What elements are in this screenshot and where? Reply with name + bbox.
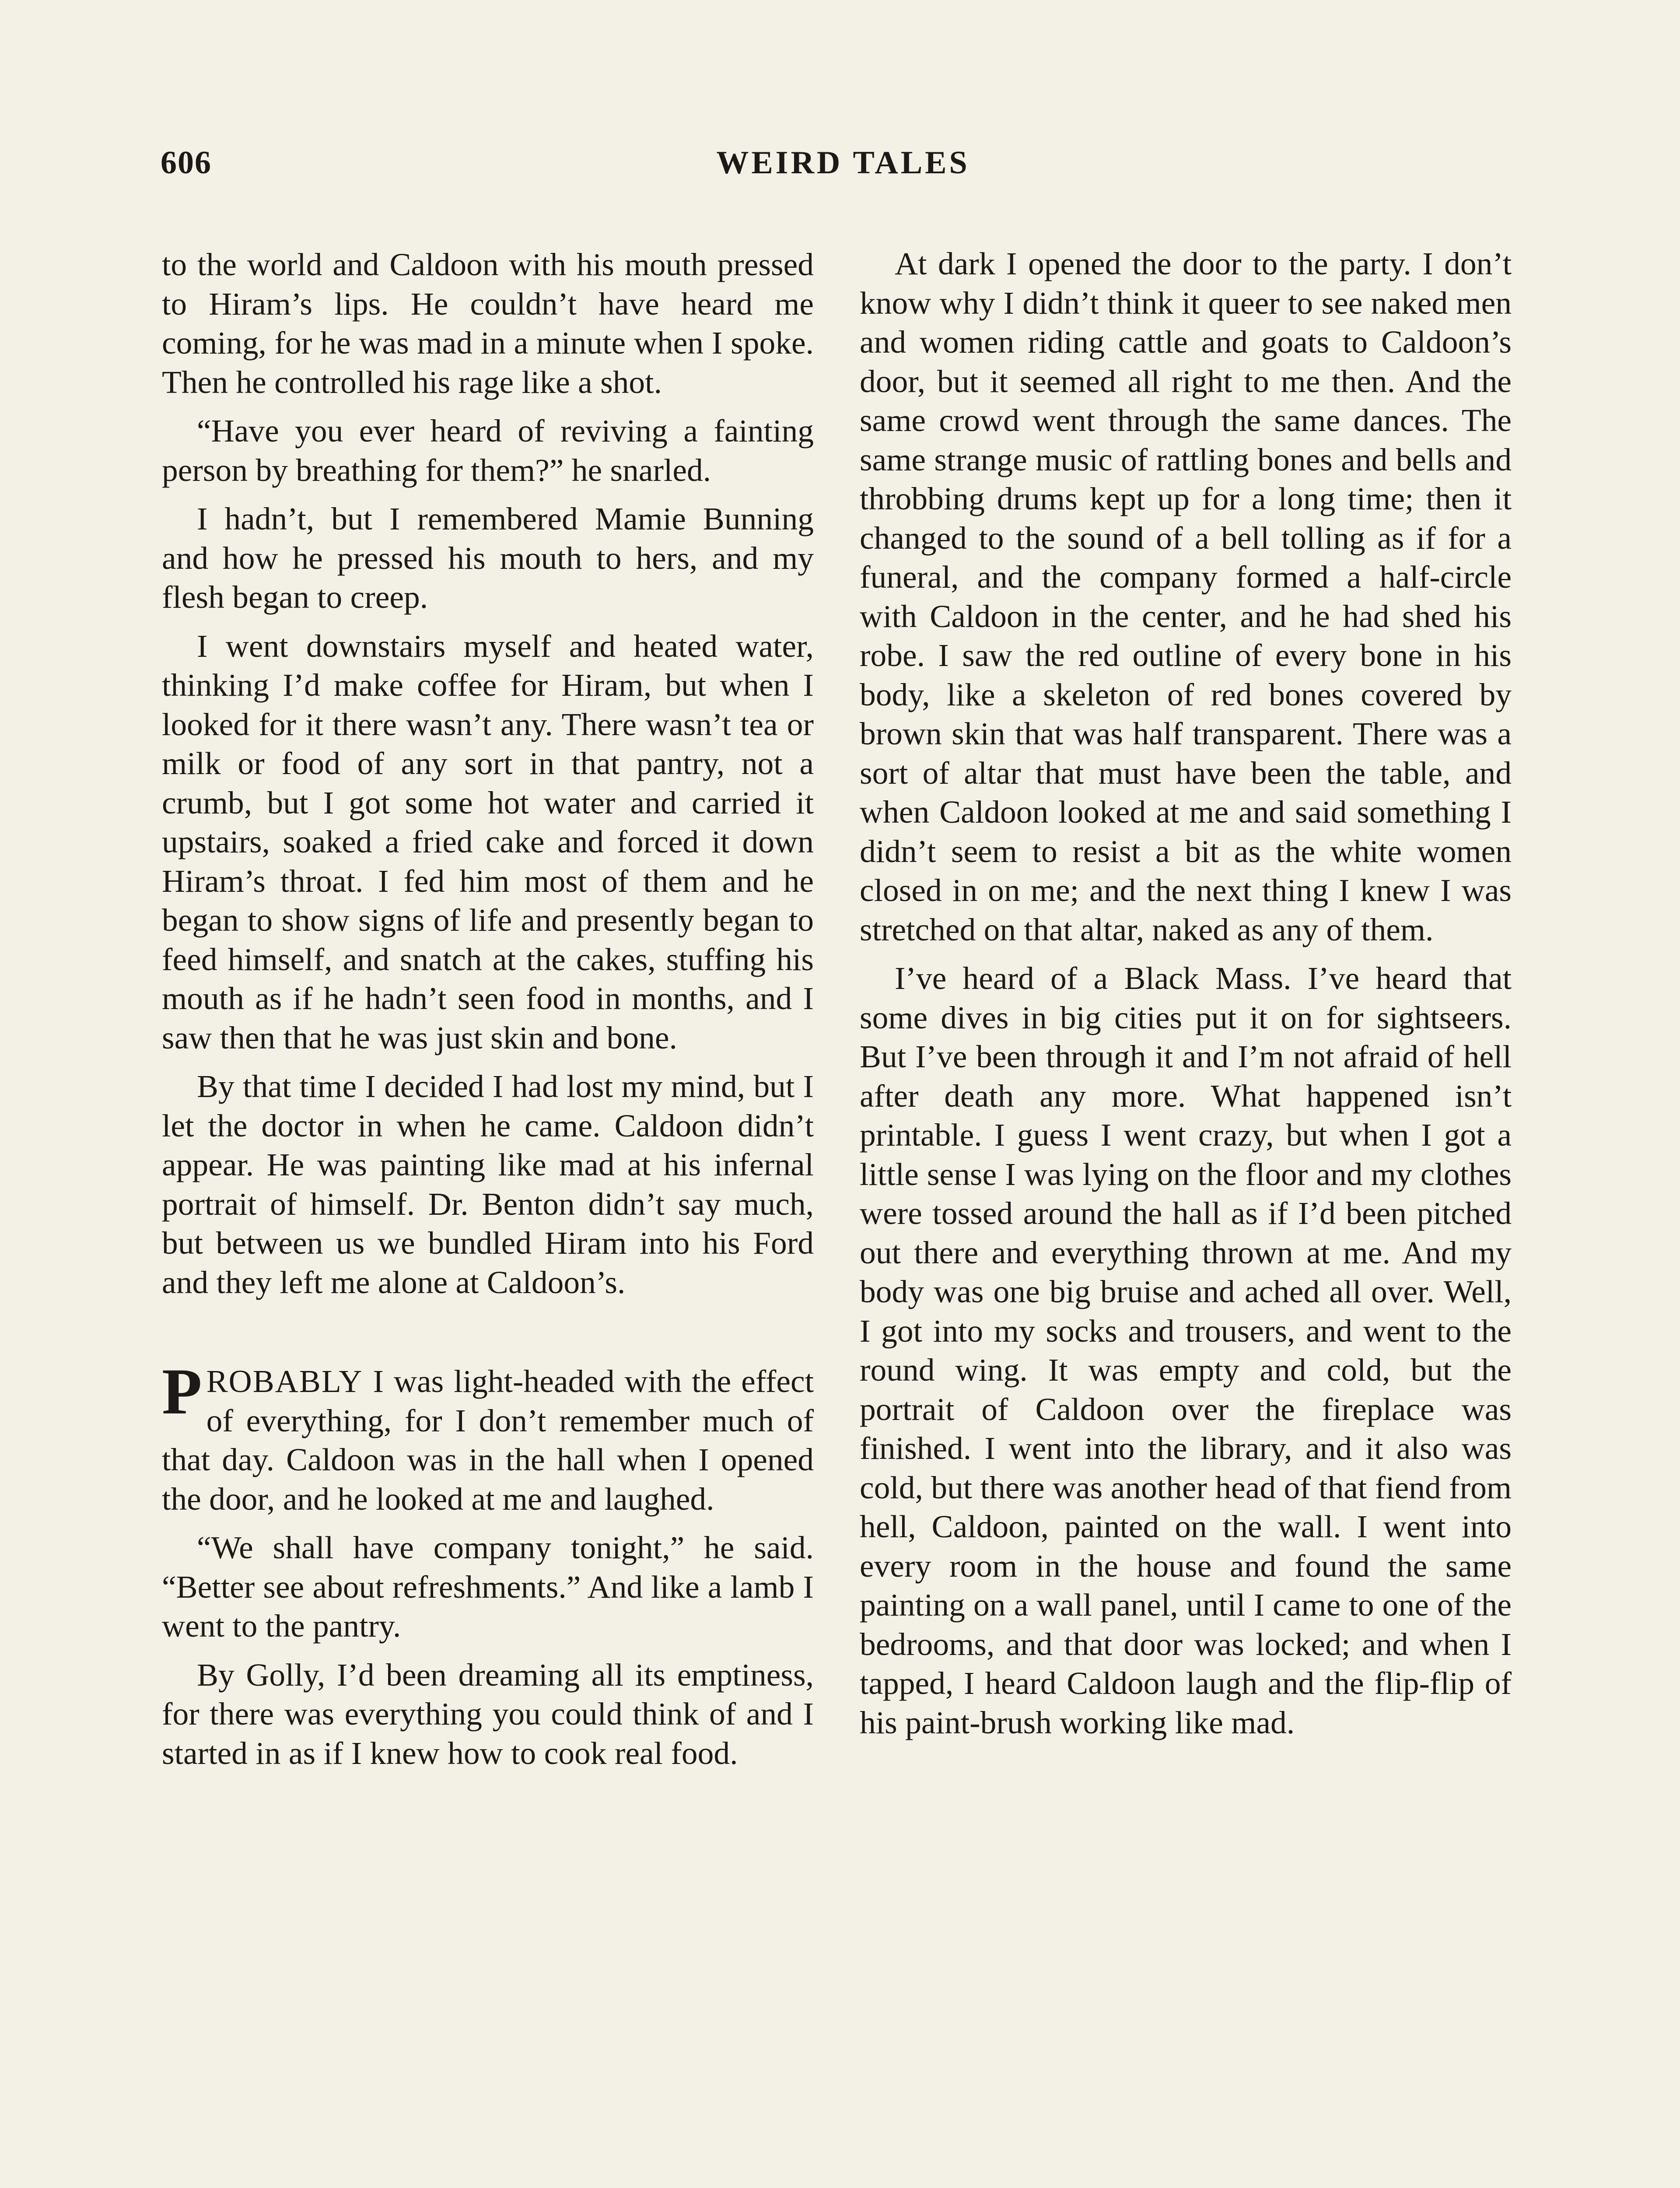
page-number: 606 bbox=[161, 145, 212, 181]
magazine-title: WEIRD TALES bbox=[716, 145, 970, 181]
paragraph: to the world and Caldoon with his mouth pressed to Hiram’s lips. He couldn’t have heard me coming, for he was mad in a minute when I spoke. Then he controlled his rage like a shot. bbox=[162, 247, 814, 400]
section-opening-paragraph bbox=[162, 1355, 814, 1518]
paragraph: I’ve heard of a Black Mass. I’ve heard that some dives in big cities put it on for sightseers. But I’ve been through it and I’m not afraid of hell after death any more. What happened isn’t printable. I guess I went crazy, but when I got a little sense I was lying on the floor and my clothes were tossed around the hall as if I’d been pitched out there and everything thrown at me. And my body was one big bruise and ached all over. Well, I got into my socks and trousers, and went to the round wing. It was empty and cold, but the portrait of Caldoon over the fireplace was finished. I went into the library, and it also was cold, but there was another head of that fiend from hell, Caldoon, painted on the wall. I went into every room in the house and found the same painting on a wall panel, until I came to one of the bedrooms, and that door was locked; and when I tapped, I heard Caldoon laugh and the flip-flip of his paint-brush working like mad. bbox=[860, 961, 1512, 1740]
paragraph: “We shall have company tonight,” he said. “Better see about refreshments.” And like a lamb I went to the pantry. bbox=[162, 1530, 814, 1644]
paragraph: I went downstairs myself and heated water, thinking I’d make coffee for Hiram, but when I looked for it there wasn’t any. There wasn’t tea or milk or food of any sort in that pantry, not a crumb, but I got some hot water and carried it upstairs, soaked a fried cake and forced it down Hiram’s throat. I fed him most of them and he began to show signs of life and presently began to feed himself, and snatch at the cakes, stuffing his mouth as if he hadn’t seen food in months, and I saw then that he was just skin and bone. bbox=[162, 628, 814, 1055]
left-column bbox=[162, 245, 814, 1782]
section-break bbox=[162, 1311, 814, 1362]
right-column bbox=[860, 244, 1512, 1752]
drop-cap: P bbox=[162, 1355, 202, 1428]
small-caps-lead: ROBABLY bbox=[206, 1364, 363, 1399]
paragraph: At dark I opened the door to the party. I don’t know why I didn’t think it queer to see naked men and women riding cattle and goats to Caldoon’s door, but it seemed all right to me then. And the same crowd went through the same dances. The same strange music of rattling bones and bells and throbbing drums kept up for a long time; then it changed to the sound of a bell tolling as if for a funeral, and the company formed a half-circle with Caldoon in the center, and he had shed his robe. I saw the red outline of every bone in his body, like a skeleton of red bones covered by brown skin that was half transparent. There was a sort of altar that must have been the table, and when Caldoon looked at me and said something I didn’t seem to resist a bit as the white women closed in on me; and the next thing I knew I was stretched on that altar, naked as any of them. bbox=[860, 246, 1512, 947]
paragraph: By that time I decided I had lost my mind, but I let the doctor in when he came. Caldoon didn’t appear. He was painting like mad at his infernal portrait of himself. Dr. Benton didn’t say much, but between us we bundled Hiram into his Ford and they left me alone at Caldoon’s. bbox=[162, 1069, 814, 1300]
page-header bbox=[161, 144, 1526, 193]
paragraph-text: I was light-headed with the effect of everything, for I don’t remember much of that day. Caldoon was in the hall when I opened the door, and he looked at me and laughed. bbox=[162, 1364, 814, 1517]
paragraph: By Golly, I’d been dreaming all its emptiness, for there was everything you could think of and I started in as if I knew how to cook real food. bbox=[162, 1657, 814, 1771]
paragraph: “Have you ever heard of reviving a fainting person by breathing for them?” he snarled. bbox=[162, 413, 814, 488]
paragraph: I hadn’t, but I remembered Mamie Bunning and how he pressed his mouth to hers, and my flesh began to creep. bbox=[162, 501, 814, 615]
